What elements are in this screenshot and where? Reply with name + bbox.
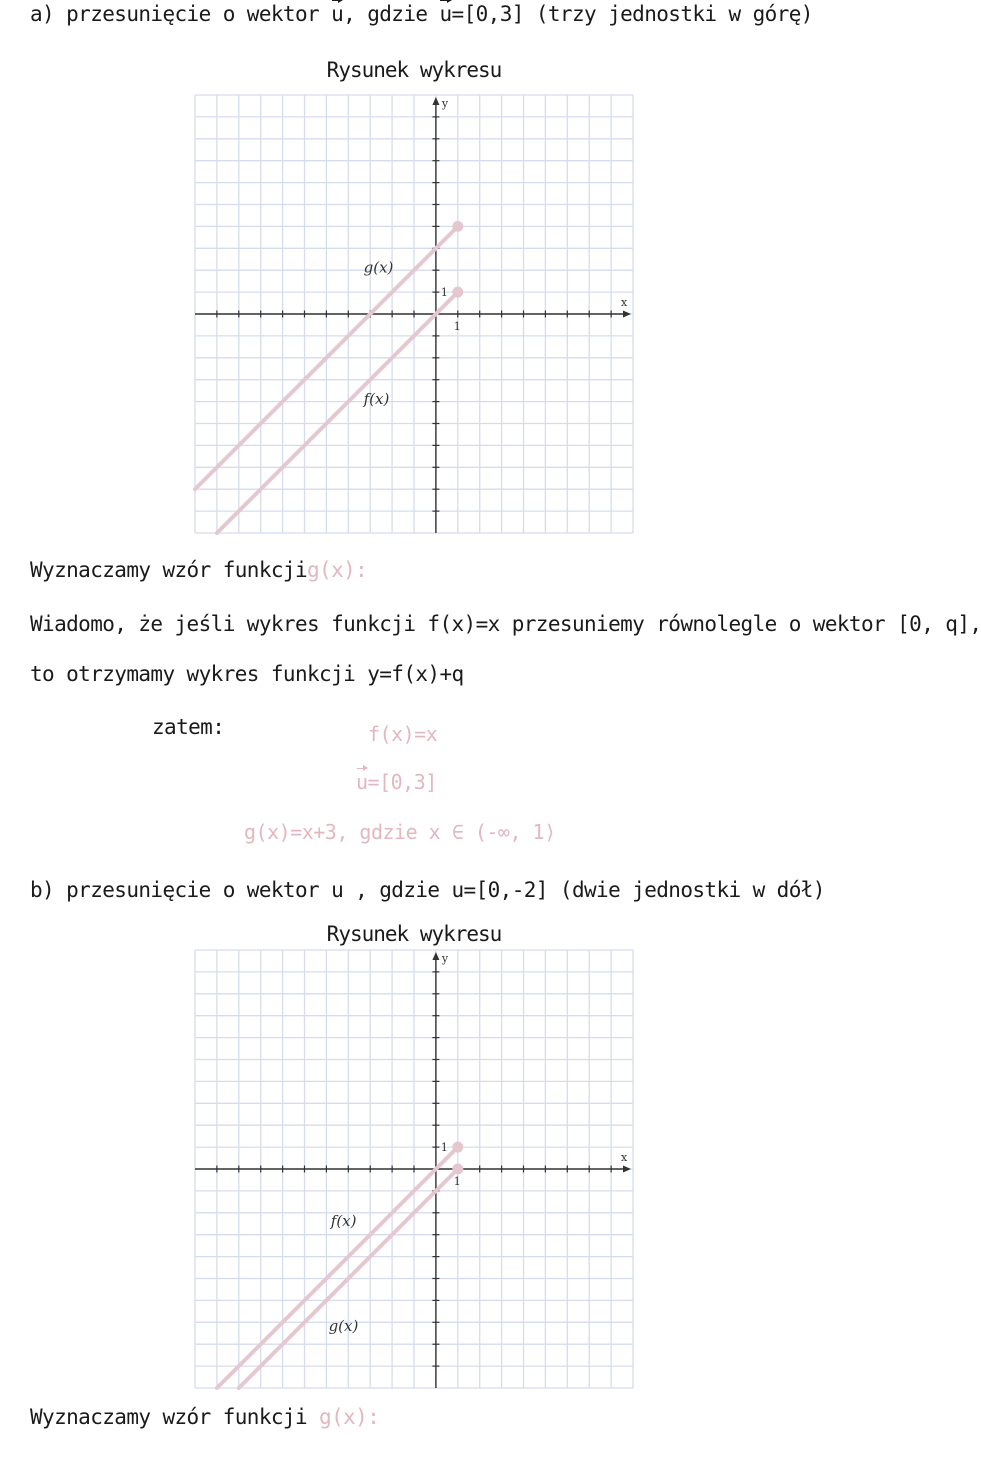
- x-axis-arrow: [623, 1166, 631, 1173]
- calc-line-1: f(x)=x: [368, 722, 438, 746]
- heading-text: =[0,3] (trzy jednostki w górę): [451, 2, 813, 26]
- graph-a-caption: Rysunek wykresu: [326, 58, 502, 82]
- y-tick-label: 1: [440, 286, 448, 300]
- functions: [217, 1142, 463, 1388]
- function-endpoint: [452, 287, 463, 298]
- formula-heading-fn: g(x):: [319, 1405, 380, 1429]
- functions: [195, 221, 463, 533]
- part-a-heading: [30, 2, 813, 26]
- x-tick-label: 1: [453, 320, 461, 333]
- formula-heading-text: Wyznaczamy wzór funkcji: [30, 1405, 307, 1429]
- vector-u-symbol: u: [356, 770, 368, 794]
- formula-heading-text: Wyznaczamy wzór funkcji: [30, 558, 307, 582]
- x-axis-label: x: [621, 296, 628, 309]
- y-tick-label: 1: [440, 1141, 448, 1155]
- function-endpoint: [452, 1142, 463, 1153]
- function-endpoint: [452, 1164, 463, 1175]
- part-b-formula-heading: [30, 1405, 379, 1429]
- graph-a: [195, 95, 633, 533]
- x-axis-label: x: [621, 1151, 628, 1164]
- y-axis-label: y: [441, 97, 449, 110]
- explanation-line-2: to otrzymamy wykres funkcji y=f(x)+q: [30, 662, 464, 686]
- formula-heading-fn: g(x):: [307, 558, 368, 582]
- calc-line-2: [356, 770, 437, 794]
- heading-text: a) przesunięcie o wektor: [30, 2, 332, 26]
- labels: [363, 97, 628, 408]
- f-label: f(x): [330, 1211, 357, 1230]
- calc-line-3: g(x)=x+3, gdzie x ∈ (-∞, 1⟩: [244, 820, 556, 844]
- x-axis-arrow: [623, 311, 631, 318]
- vector-u-symbol: u: [331, 2, 344, 26]
- f-label: f(x): [363, 389, 390, 408]
- heading-text: , gdzie: [343, 2, 440, 26]
- function-endpoint: [452, 221, 463, 232]
- g-label: g(x): [328, 1317, 359, 1336]
- x-tick-label: 1: [453, 1175, 461, 1188]
- vector-u-symbol: u: [439, 2, 452, 26]
- y-axis-arrow: [432, 97, 439, 105]
- graph-b-caption: Rysunek wykresu: [326, 922, 502, 946]
- function-line: [217, 1147, 458, 1388]
- graph-b: [195, 950, 633, 1388]
- zatem-label: zatem:: [152, 715, 225, 739]
- labels: [329, 952, 628, 1335]
- y-axis-arrow: [432, 952, 439, 960]
- g-label: g(x): [363, 258, 394, 277]
- calc-line-2-text: =[0,3]: [367, 770, 437, 794]
- explanation-line-1: Wiadomo, że jeśli wykres funkcji f(x)=x przesuniemy równolegle o wektor [0, q],: [30, 612, 981, 636]
- function-line: [217, 292, 458, 533]
- part-b-heading: b) przesunięcie o wektor u , gdzie u=[0,-2] (dwie jednostki w dół): [30, 878, 825, 902]
- y-axis-label: y: [441, 952, 449, 965]
- part-a-formula-heading: [30, 558, 367, 582]
